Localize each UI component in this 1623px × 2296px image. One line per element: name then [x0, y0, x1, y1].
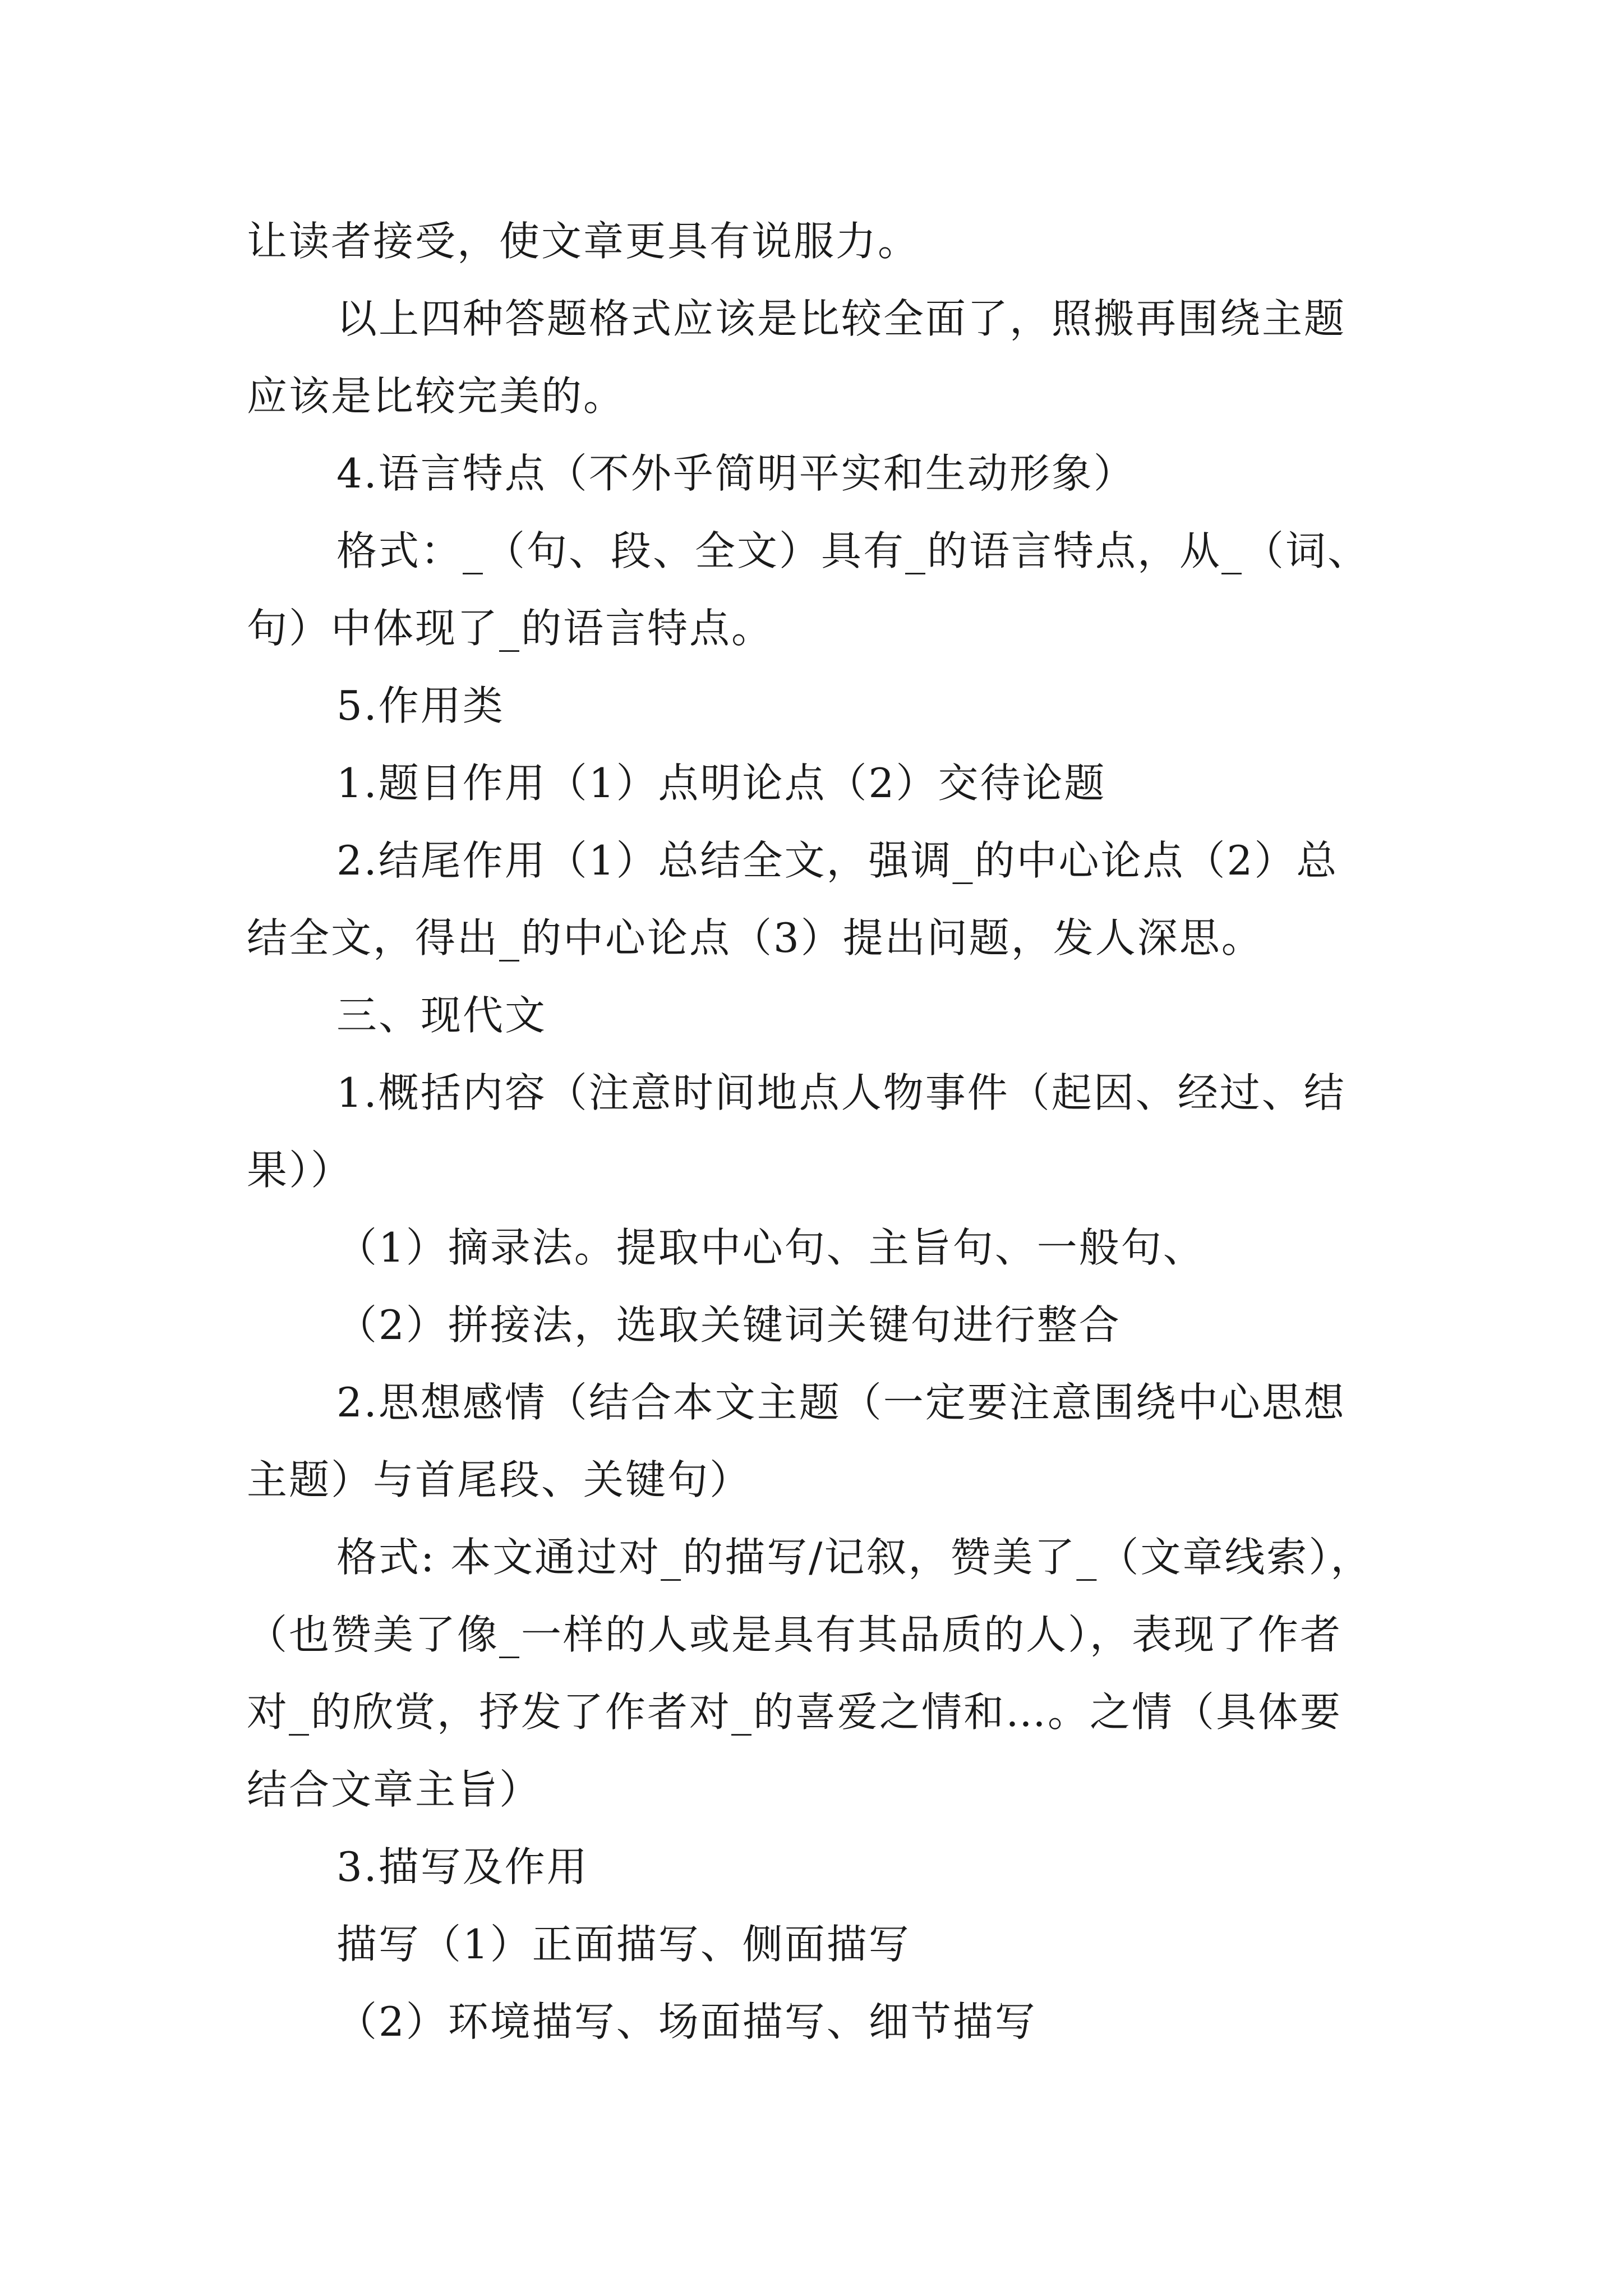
section-heading: 4.语言特点（不外乎简明平实和生动形象） [336, 450, 1136, 497]
text-line: 让读者接受，使文章更具有说服力。 [247, 218, 920, 265]
text-line: 应该是比较完美的。 [247, 372, 626, 420]
section-heading: 5.作用类 [336, 682, 505, 729]
text-line: 主题）与首尾段、关键句） [247, 1456, 752, 1503]
section-heading: 三、现代文 [336, 992, 547, 1039]
section-heading: 3.描写及作用 [336, 1843, 589, 1890]
text-line: （也赞美了像_一样的人或是具有其品质的人），表现了作者 [247, 1611, 1343, 1658]
text-line: （2）环境描写、场面描写、细节描写 [336, 1998, 1037, 2045]
text-line: 格式: 本文通过对_的描写/记叙，赞美了_（文章线索）， [336, 1534, 1373, 1581]
text-line: 描写（1）正面描写、侧面描写 [336, 1921, 911, 1968]
text-line: （2）拼接法，选取关键词关键句进行整合 [336, 1301, 1121, 1349]
text-line: （1）摘录法。提取中心句、主旨句、一般句、 [336, 1224, 1205, 1271]
text-line: 2.结尾作用（1）总结全文，强调_的中心论点（2）总 [336, 837, 1339, 884]
text-line: 对_的欣赏，抒发了作者对_的喜爱之情和…。之情（具体要 [247, 1688, 1343, 1736]
text-line: 以上四种答题格式应该是比较全面了，照搬再围绕主题 [336, 295, 1347, 342]
text-line: 结合文章主旨） [247, 1766, 542, 1813]
text-line: 句）中体现了_的语言特点。 [247, 605, 774, 652]
text-line: 结全文，得出_的中心论点（3）提出问题，发人深思。 [247, 914, 1264, 961]
text-line: 2.思想感情（结合本文主题（一定要注意围绕中心思想 [336, 1379, 1346, 1426]
text-line: 1.概括内容（注意时间地点人物事件（起因、经过、结 [336, 1069, 1346, 1116]
text-line: 格式：_（句、段、全文）具有_的语言特点，从_（词、 [336, 527, 1370, 574]
text-line: 果）） [247, 1147, 353, 1194]
text-line: 1.题目作用（1）点明论点（2）交待论题 [336, 760, 1106, 807]
